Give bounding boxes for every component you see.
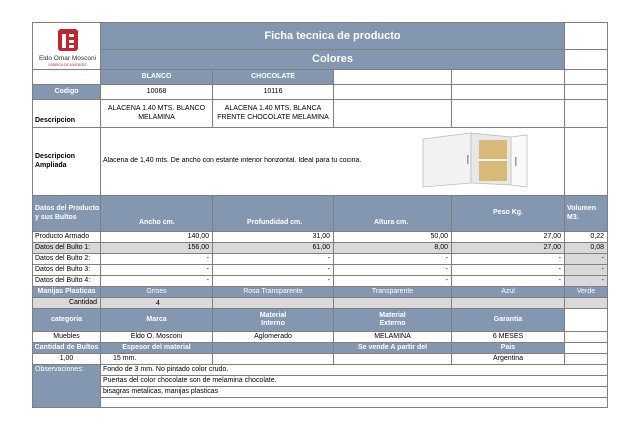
- espesor-value: 15 mm.: [101, 354, 213, 365]
- product-image: [419, 131, 549, 193]
- dims-row-peso: -: [452, 254, 565, 265]
- dims-row-peso: 27,00: [452, 232, 565, 243]
- dims-row-altura: -: [334, 254, 452, 265]
- dims-row-altura: 50,00: [334, 232, 452, 243]
- empty-cell: [565, 298, 608, 309]
- product-sheet: [32, 22, 608, 408]
- manijas-grises: Grises: [101, 287, 213, 298]
- descripcion-blanco: ALACENA 1.40 MTS. BLANCO MELAMINA: [101, 100, 213, 128]
- empty-cell: [565, 332, 608, 343]
- empty-cell: [334, 100, 452, 128]
- color-blanco-header: BLANCO: [101, 70, 213, 85]
- empty-cell: [565, 354, 608, 365]
- espesor-label: Espesor del material: [101, 343, 213, 354]
- dims-row-peso: -: [452, 276, 565, 287]
- material-externo-value: MELAMINA: [334, 332, 452, 343]
- logo-cell: [32, 22, 101, 70]
- ampliada-cell: [101, 128, 565, 196]
- empty-cell: [32, 70, 101, 85]
- dims-row-altura: 8,00: [334, 243, 452, 254]
- dims-row-volumen: 0,08: [565, 243, 608, 254]
- observaciones-line-2: Puertas del color chocolate son de melamina chocolate.: [101, 376, 608, 387]
- dims-row-label: Datos del Bulto 3:: [32, 265, 101, 276]
- dims-row-ancho: 156,00: [101, 243, 213, 254]
- dims-row-profundidad: -: [213, 276, 334, 287]
- garantia-header: Garantia: [452, 309, 565, 332]
- dims-row-label: Datos del Bulto 2:: [32, 254, 101, 265]
- logo-subtitle: FABRICA DE MUEBLES: [48, 63, 87, 67]
- material-externo-header: Material Externo: [334, 309, 452, 332]
- ampliada-text: Alacena de 1,40 mts. De ancho con estante interior horizontal. Ideal para tu cocina.: [103, 157, 362, 164]
- colors-title: Colores: [101, 50, 565, 70]
- logo-icon: [33, 25, 101, 57]
- dims-row-ancho: 140,00: [101, 232, 213, 243]
- dims-row-volumen: -: [565, 276, 608, 287]
- manijas-transparente: Transparente: [334, 287, 452, 298]
- empty-cell: [565, 128, 608, 196]
- dims-col-profundidad: Profundidad cm.: [213, 196, 334, 232]
- dims-row-ancho: -: [101, 265, 213, 276]
- dims-row-label: Datos del Bulto 4:: [32, 276, 101, 287]
- cantidad-label: Cantidad: [32, 298, 101, 309]
- empty-cell: [452, 100, 565, 128]
- dims-row-label: Producto Armado: [32, 232, 101, 243]
- material-interno-header: Material Interno: [213, 309, 334, 332]
- color-chocolate-header: CHOCOLATE: [213, 70, 334, 85]
- manijas-rosa: Rosa Transparente: [213, 287, 334, 298]
- dims-row-volumen: 0,22: [565, 232, 608, 243]
- dims-row-profundidad: -: [213, 265, 334, 276]
- dims-row-profundidad: -: [213, 254, 334, 265]
- pais-value: Argentina: [452, 354, 565, 365]
- empty-cell: [565, 100, 608, 128]
- categoria-value: Muebles: [32, 332, 101, 343]
- manijas-label: Manijas Plasticas: [32, 287, 101, 298]
- cantidad-value: 4: [101, 298, 213, 309]
- codigo-label: Codigo: [32, 85, 101, 100]
- marca-value: Eldo O. Mosconi: [101, 332, 213, 343]
- empty-cell: [334, 298, 452, 309]
- empty-cell: [565, 22, 608, 50]
- material-interno-value: Aglomerado: [213, 332, 334, 343]
- observaciones-line-1: Fondo de 3 mm. No pintado color crudo.: [101, 365, 608, 376]
- empty-cell: [565, 309, 608, 332]
- dims-col-altura: Altura cm.: [334, 196, 452, 232]
- logo-name: Eldo Omar Mosconi: [38, 55, 97, 62]
- codigo-blanco: 10068: [101, 85, 213, 100]
- garantia-value: 6 MESES: [452, 332, 565, 343]
- codigo-chocolate: 10116: [213, 85, 334, 100]
- empty-cell: [452, 85, 565, 100]
- pais-label: Pais: [452, 343, 565, 354]
- empty-cell: [334, 70, 452, 85]
- dims-row-profundidad: 31,00: [213, 232, 334, 243]
- empty-cell: [565, 50, 608, 70]
- empty-cell: [565, 70, 608, 85]
- dims-row-label: Datos del Bulto 1:: [32, 243, 101, 254]
- manijas-azul: Azul: [452, 287, 565, 298]
- observaciones-line-3: bisagras metalicas, manijas plasticas: [101, 387, 608, 398]
- empty-cell: [213, 343, 334, 354]
- descripcion-label: Descripcion: [32, 100, 101, 128]
- empty-cell: [213, 354, 334, 365]
- manijas-verde: Verde: [565, 287, 608, 298]
- empty-cell: [452, 70, 565, 85]
- dims-row-profundidad: 61,00: [213, 243, 334, 254]
- dims-row-volumen: -: [565, 265, 608, 276]
- marca-header: Marca: [101, 309, 213, 332]
- dims-row-altura: -: [334, 265, 452, 276]
- dims-row-ancho: -: [101, 276, 213, 287]
- empty-cell: [101, 398, 608, 408]
- dims-col-peso: Peso Kg.: [452, 196, 565, 232]
- dims-row-altura: -: [334, 276, 452, 287]
- dims-header-label: Datos del Producto y sus Bultos: [32, 196, 101, 232]
- descripcion-chocolate: ALACENA 1.40 MTS. BLANCA FRENTE CHOCOLATE MELAMINA: [213, 100, 334, 128]
- empty-cell: [334, 354, 452, 365]
- cantidad-bultos-value: 1,00: [32, 354, 101, 365]
- dims-row-volumen: -: [565, 254, 608, 265]
- dims-row-peso: 27,00: [452, 243, 565, 254]
- empty-cell: [334, 85, 452, 100]
- empty-cell: [452, 298, 565, 309]
- dims-col-volumen: Volumen M3.: [565, 196, 608, 232]
- observaciones-label: Observaciones:: [32, 365, 101, 408]
- empty-cell: [213, 298, 334, 309]
- ampliada-label: Descripcion Ampliada: [32, 128, 101, 196]
- dims-row-ancho: -: [101, 254, 213, 265]
- empty-cell: [565, 85, 608, 100]
- page-title: Ficha tecnica de producto: [101, 22, 565, 50]
- categoria-label: categoria: [32, 309, 101, 332]
- cantidad-bultos-label: Cantidad de Bultos: [32, 343, 101, 354]
- se-vende-label: Se vende A partir del: [334, 343, 452, 354]
- dims-row-peso: -: [452, 265, 565, 276]
- empty-cell: [565, 343, 608, 354]
- dims-col-ancho: Ancho cm.: [101, 196, 213, 232]
